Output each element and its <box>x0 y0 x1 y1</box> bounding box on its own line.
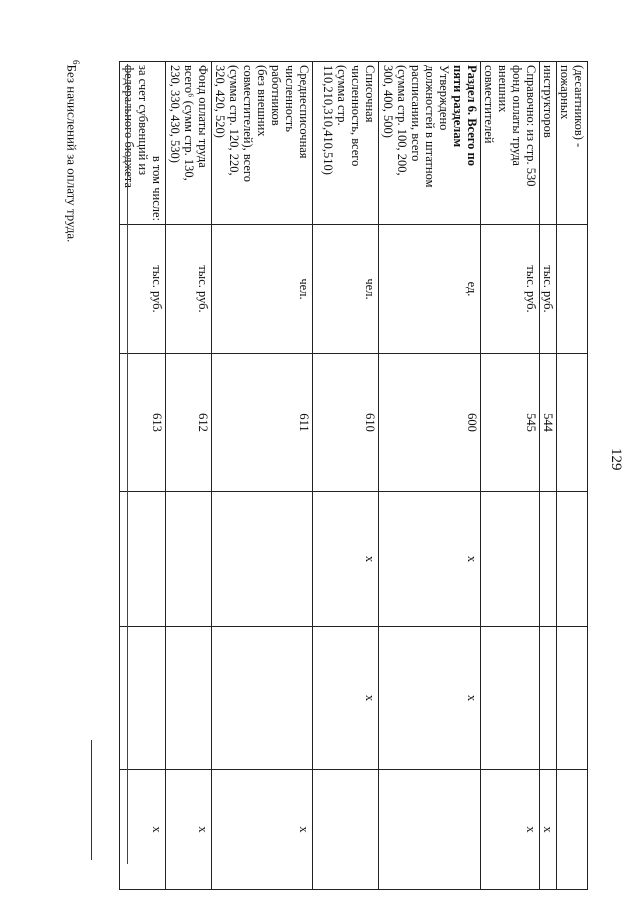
code-cell <box>557 354 588 492</box>
row-label-line: совместителей), всего <box>241 65 255 182</box>
row-label-line: пяти разделам <box>451 65 465 148</box>
row-label-line: всего⁶ (сумм стр. 130, <box>182 65 196 181</box>
value-cell: x <box>481 770 540 890</box>
bottom-rule <box>127 64 128 864</box>
row-label <box>166 62 212 225</box>
footnote-text: Без начислений за оплату труда. <box>64 64 80 243</box>
table-row <box>557 62 588 890</box>
row-label-line: Справочно: из стр. 530 <box>524 65 538 187</box>
value-cell <box>212 627 313 770</box>
value-cell <box>557 627 588 770</box>
row-label-line: (без внешних <box>255 65 269 137</box>
row-label-line: (десантников) - <box>572 65 586 148</box>
value-cell: x <box>313 627 379 770</box>
unit-cell: чел. <box>212 225 313 354</box>
unit-cell: тыс. руб. <box>540 225 557 354</box>
row-label-line: (сумма стр. 100, 200, <box>395 65 409 176</box>
value-cell: x <box>120 770 166 890</box>
code-cell: 545 <box>481 354 540 492</box>
value-cell: x <box>166 770 212 890</box>
value-cell: x <box>212 770 313 890</box>
footnote <box>64 60 81 242</box>
table-row <box>313 62 379 890</box>
row-label-line: 110,210,310,410,510) <box>321 65 335 175</box>
row-label-line: численность, всего <box>349 65 363 167</box>
row-label-line: совместителей <box>482 65 496 144</box>
row-label-line: внешних <box>496 65 510 113</box>
table-row <box>379 62 481 890</box>
value-cell: x <box>313 492 379 627</box>
value-cell <box>166 492 212 627</box>
unit-cell <box>557 225 588 354</box>
value-cell <box>481 627 540 770</box>
page-number: 129 <box>608 448 624 471</box>
row-label <box>540 62 557 225</box>
row-label-line: 230, 330, 430, 530) <box>168 65 182 163</box>
row-label-line: пожарных <box>558 65 572 120</box>
code-cell: 611 <box>212 354 313 492</box>
row-label-line: Фонд оплаты труда <box>196 65 210 168</box>
row-label-line: Раздел 6. Всего по <box>465 65 479 166</box>
unit-cell: чел. <box>313 225 379 354</box>
row-label-line: 300, 400, 500) <box>381 65 395 138</box>
footnote-mark: 6 <box>71 60 81 65</box>
row-label-line: (сумма стр. 120, 220, <box>227 65 241 176</box>
row-label-line: в том числе: <box>150 155 164 221</box>
value-cell <box>379 770 481 890</box>
value-cell <box>540 492 557 627</box>
value-cell <box>557 492 588 627</box>
row-label <box>557 62 588 225</box>
row-label-line: расписании, всего <box>409 65 423 162</box>
row-label-line: инструкторов <box>541 65 555 138</box>
value-cell <box>557 770 588 890</box>
row-label-line: 320, 420, 520) <box>213 65 227 138</box>
value-cell <box>481 492 540 627</box>
value-cell <box>540 627 557 770</box>
row-label <box>379 62 481 225</box>
row-label-line: за счет субвенций из <box>136 65 150 176</box>
unit-cell: тыс. руб. <box>166 225 212 354</box>
row-label-line: федерального бюджета <box>122 65 136 188</box>
row-label-line: фонд оплаты труда <box>510 65 524 166</box>
code-cell: 612 <box>166 354 212 492</box>
row-label-line: (сумма стр. <box>335 65 349 126</box>
table-row <box>481 62 540 890</box>
value-cell: x <box>379 492 481 627</box>
unit-cell: ед. <box>379 225 481 354</box>
value-cell: x <box>540 770 557 890</box>
row-label <box>212 62 313 225</box>
row-label-line: работников <box>269 65 283 126</box>
value-cell <box>313 770 379 890</box>
code-cell: 544 <box>540 354 557 492</box>
staffing-table <box>119 61 588 890</box>
unit-cell: тыс. руб. <box>120 225 166 354</box>
code-cell: 610 <box>313 354 379 492</box>
table-row <box>166 62 212 890</box>
row-label-line: должностей в штатном <box>423 65 437 188</box>
table-row <box>212 62 313 890</box>
value-cell <box>166 627 212 770</box>
unit-cell: тыс. руб. <box>481 225 540 354</box>
footnote-rule <box>91 740 92 860</box>
value-cell <box>212 492 313 627</box>
row-label-line: Утверждено <box>437 65 451 131</box>
code-cell: 600 <box>379 354 481 492</box>
row-label-line: численность <box>283 65 297 132</box>
row-label <box>481 62 540 225</box>
row-label-line: Среднесписочная <box>297 65 311 159</box>
code-cell: 613 <box>120 354 166 492</box>
row-label-line: Списочная <box>363 65 377 123</box>
table-row <box>540 62 557 890</box>
row-label <box>313 62 379 225</box>
value-cell: x <box>379 627 481 770</box>
